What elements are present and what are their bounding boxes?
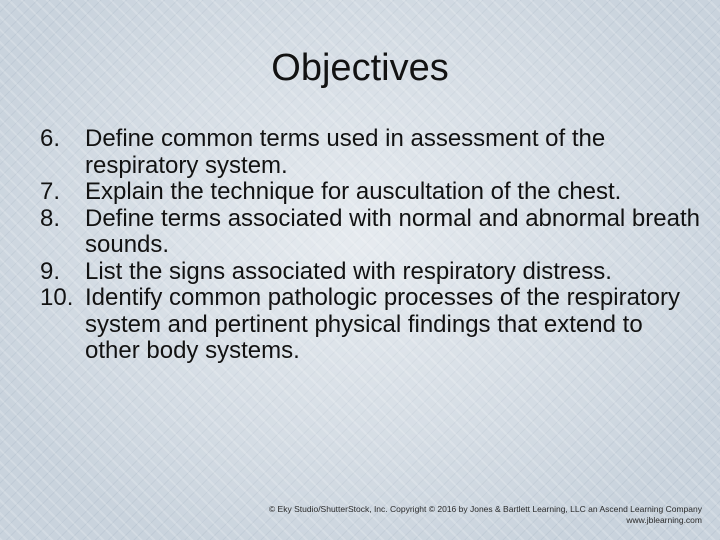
- copyright-notice: [269, 504, 702, 526]
- objective-text: Explain the technique for auscultation of the chest.: [85, 178, 622, 205]
- objective-item-8: [40, 206, 700, 259]
- objective-text: Identify common pathologic processes of the respiratory system and pertinent physical findings that extend to other body systems.: [85, 284, 680, 364]
- objective-number: 6.: [40, 125, 61, 152]
- objective-number: 9.: [40, 257, 61, 285]
- objective-number: 8.: [40, 204, 61, 232]
- objective-number: 7.: [40, 178, 61, 205]
- objectives-list: [40, 126, 700, 365]
- publisher-website: www.jblearning.com: [626, 515, 702, 525]
- slide-title: Objectives: [271, 47, 449, 89]
- objective-item-7: [40, 179, 700, 206]
- objective-item-6: [40, 126, 700, 179]
- objective-text: List the signs associated with respiratory distress.: [85, 257, 612, 285]
- objective-number: 10.: [40, 284, 74, 311]
- objective-text: Define terms associated with normal and abnormal breath sounds.: [85, 204, 700, 258]
- objective-text: Define common terms used in assessment of the respiratory system.: [85, 125, 606, 179]
- copyright-line: © Eky Studio/ShutterStock, Inc. Copyright © 2016 by Jones & Bartlett Learning, LLC an Ascend Learning Company: [268, 504, 702, 514]
- objective-item-10: [40, 285, 700, 365]
- objective-item-9: [40, 259, 700, 286]
